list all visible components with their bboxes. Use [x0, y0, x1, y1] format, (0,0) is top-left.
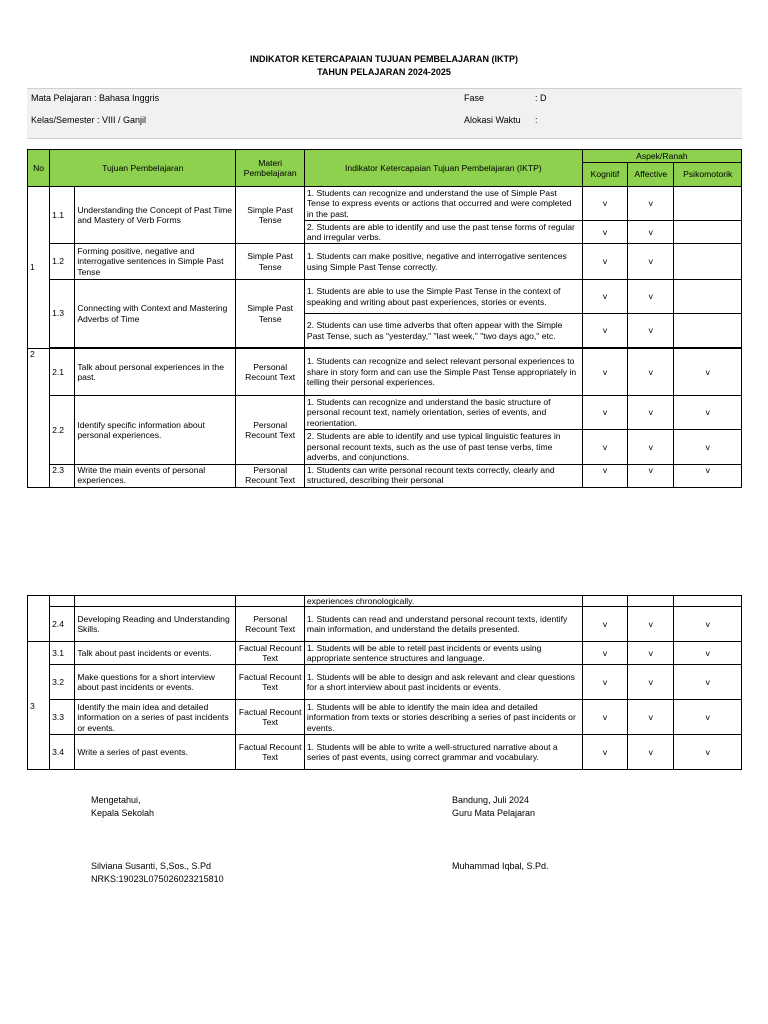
objective-number: 2.4: [50, 607, 75, 642]
indicator-text: experiences chronologically.: [304, 596, 582, 607]
psychomotor-check: [674, 187, 742, 221]
indicator-text: 2. Students are able to identify and use typical linguistic features in personal recount texts, such as the use of past tense verbs, time adverbs, and conjunctions.: [304, 430, 582, 465]
objective-text: Developing Reading and Understanding Skills.: [75, 607, 236, 642]
psychomotor-check: [674, 314, 742, 348]
objective-number: 1.2: [50, 244, 75, 280]
table-row: [28, 596, 742, 607]
affective-check: v: [628, 244, 674, 280]
table-row: [28, 244, 742, 280]
psychomotor-check: v: [674, 700, 742, 735]
objective-text: Write the main events of personal experiences.: [75, 465, 236, 488]
header-aspect: Aspek/Ranah: [582, 150, 741, 163]
indicator-text: 1. Students can recognize and select relevant personal experiences to share in story form and can use the Simple Past Tense appropriately in telling their personal experiences.: [304, 349, 582, 396]
signature-left-name: [91, 860, 224, 886]
affective-check: v: [628, 280, 674, 314]
affective-check: v: [628, 221, 674, 244]
psychomotor-check: [674, 221, 742, 244]
affective-check: v: [628, 314, 674, 348]
table-row: [28, 280, 742, 314]
material-text: Simple Past Tense: [236, 244, 304, 280]
psychomotor-check: v: [674, 642, 742, 665]
indicator-text: 1. Students will be able to retell past incidents or events using appropriate sentence structures and language.: [304, 642, 582, 665]
table-row: [28, 187, 742, 221]
table-row: [28, 396, 742, 430]
objective-number: 2.1: [50, 349, 75, 396]
objective-number: 3.1: [50, 642, 75, 665]
objective-group-number: 3: [28, 642, 50, 770]
psychomotor-check: v: [674, 349, 742, 396]
indicator-text: 1. Students will be able to write a well-structured narrative about a series of past events, using correct grammar and vocabulary.: [304, 735, 582, 770]
cognitive-check: v: [582, 665, 627, 700]
signature-left: [91, 794, 154, 820]
header-psychomotor: Psikomotorik: [674, 163, 742, 187]
table-row: [28, 665, 742, 700]
indicator-text: 1. Students can make positive, negative and interrogative sentences using Simple Past Tense correctly.: [304, 244, 582, 280]
psychomotor-check: v: [674, 607, 742, 642]
principal-nrks: NRKS:19023L075026023215810: [91, 874, 224, 884]
principal-name: Silviana Susanti, S,Sos., S.Pd: [91, 861, 212, 871]
cognitive-check: v: [582, 465, 627, 488]
objective-text: Understanding the Concept of Past Time and Mastery of Verb Forms: [75, 187, 236, 244]
material-text: Simple Past Tense: [236, 280, 304, 348]
cognitive-check: v: [582, 244, 627, 280]
signature-right: [452, 794, 535, 820]
psychomotor-check: v: [674, 430, 742, 465]
table-row: [28, 700, 742, 735]
material-text: Personal Recount Text: [236, 349, 304, 396]
time-allocation-label: Alokasi Waktu: [464, 115, 521, 125]
principal-title: Kepala Sekolah: [91, 808, 155, 818]
objective-group-number: 1: [28, 187, 50, 349]
cognitive-check: v: [582, 430, 627, 465]
affective-check: v: [628, 187, 674, 221]
objective-number: 1.1: [50, 187, 75, 244]
material-text: Factual Recount Text: [236, 700, 304, 735]
psychomotor-check: [674, 280, 742, 314]
objective-number: 2.2: [50, 396, 75, 465]
affective-check: v: [628, 396, 674, 430]
table-row: [28, 642, 742, 665]
indicator-text: 1. Students can recognize and understand the basic structure of personal recount text, namely orientation, series of events, and reorientation.: [304, 396, 582, 430]
objective-text: Identify the main idea and detailed information on a series of past incidents or events.: [75, 700, 236, 735]
cognitive-check: v: [582, 314, 627, 348]
phase-label: Fase: [464, 93, 485, 103]
indicator-text: 1. Students can read and understand personal recount texts, identify main information, and understand the details presented.: [304, 607, 582, 642]
indicator-text: 1. Students can recognize and understand the use of Simple Past Tense to express events or actions that occurred and were completed in the past.: [304, 187, 582, 221]
cognitive-check: v: [582, 349, 627, 396]
objective-text: Identify specific information about personal experiences.: [75, 396, 236, 465]
header-cognitive: Kognitif: [582, 163, 627, 187]
class-semester-label: Kelas/Semester : VIII / Ganjil: [31, 115, 147, 125]
affective-check: v: [628, 465, 674, 488]
material-text: Simple Past Tense: [236, 187, 304, 244]
table-row: [28, 607, 742, 642]
cognitive-check: v: [582, 280, 627, 314]
header-learning-material: Materi Pembelajaran: [236, 150, 304, 187]
material-text: Factual Recount Text: [236, 642, 304, 665]
objective-text: Make questions for a short interview about past incidents or events.: [75, 665, 236, 700]
objective-number: 3.2: [50, 665, 75, 700]
table-row: [28, 349, 742, 396]
psychomotor-check: [674, 244, 742, 280]
material-text: Personal Recount Text: [236, 465, 304, 488]
material-text: Factual Recount Text: [236, 735, 304, 770]
psychomotor-check: v: [674, 665, 742, 700]
psychomotor-check: v: [674, 465, 742, 488]
affective-check: v: [628, 735, 674, 770]
indicator-text: 1. Students will be able to design and ask relevant and clear questions for a short interview about past incidents or events.: [304, 665, 582, 700]
iktp-table-page2: [27, 595, 742, 770]
objective-text: Write a series of past events.: [75, 735, 236, 770]
cognitive-check: v: [582, 396, 627, 430]
header-no: No: [28, 150, 50, 187]
teacher-title: Guru Mata Pelajaran: [452, 808, 536, 818]
cognitive-check: v: [582, 221, 627, 244]
objective-group-number: 2: [28, 349, 50, 488]
indicator-text: 2. Students can use time adverbs that often appear with the Simple Past Tense, such as "yesterday," "last week," "two days ago," etc.: [304, 314, 582, 348]
affective-check: v: [628, 430, 674, 465]
psychomotor-check: v: [674, 735, 742, 770]
indicator-text: 1. Students can write personal recount texts correctly, clearly and structured, describing their personal: [304, 465, 582, 488]
objective-text: Talk about personal experiences in the past.: [75, 349, 236, 396]
objective-text: Connecting with Context and Mastering Adverbs of Time: [75, 280, 236, 348]
iktp-table-page1: [27, 149, 742, 488]
indicator-text: 1. Students will be able to identify the main idea and detailed information from texts or stories describing a series of past incidents or events.: [304, 700, 582, 735]
objective-number: 1.3: [50, 280, 75, 348]
affective-check: v: [628, 607, 674, 642]
signature-right-name: [452, 860, 549, 873]
objective-number: 2.3: [50, 465, 75, 488]
affective-check: v: [628, 642, 674, 665]
affective-check: v: [628, 700, 674, 735]
objective-text: Forming positive, negative and interrogative sentences in Simple Past Tense: [75, 244, 236, 280]
cognitive-check: v: [582, 607, 627, 642]
phase-value: : D: [535, 93, 547, 103]
place-date: Bandung, Juli 2024: [452, 795, 530, 805]
indicator-text: 1. Students are able to use the Simple Past Tense in the context of speaking and writing about past experiences, stories or events.: [304, 280, 582, 314]
header-iktp: Indikator Ketercapaian Tujuan Pembelajaran (IKTP): [304, 150, 582, 187]
subject-label: Mata Pelajaran : Bahasa Inggris: [31, 93, 160, 103]
material-text: Factual Recount Text: [236, 665, 304, 700]
affective-check: v: [628, 665, 674, 700]
info-box: [27, 88, 742, 139]
material-text: Personal Recount Text: [236, 396, 304, 465]
cognitive-check: v: [582, 187, 627, 221]
objective-number: 3.3: [50, 700, 75, 735]
indicator-text: 2. Students are able to identify and use the past tense forms of regular and irregular verbs.: [304, 221, 582, 244]
psychomotor-check: v: [674, 396, 742, 430]
objective-number: 3.4: [50, 735, 75, 770]
table-row: [28, 465, 742, 488]
cognitive-check: v: [582, 642, 627, 665]
document-title: INDIKATOR KETERCAPAIAN TUJUAN PEMBELAJARAN (IKTP): [249, 54, 518, 64]
document-subtitle: TAHUN PELAJARAN 2024-2025: [317, 67, 451, 77]
objective-text: Talk about past incidents or events.: [75, 642, 236, 665]
acknowledged-label: Mengetahui,: [91, 795, 141, 805]
cognitive-check: v: [582, 700, 627, 735]
time-allocation-value: :: [535, 115, 538, 125]
material-text: Personal Recount Text: [236, 607, 304, 642]
affective-check: v: [628, 349, 674, 396]
table-row: [28, 735, 742, 770]
teacher-name: Muhammad Iqbal, S.Pd.: [452, 861, 549, 871]
header-learning-objective: Tujuan Pembelajaran: [50, 150, 236, 187]
cognitive-check: v: [582, 735, 627, 770]
header-affective: Affective: [628, 163, 674, 187]
